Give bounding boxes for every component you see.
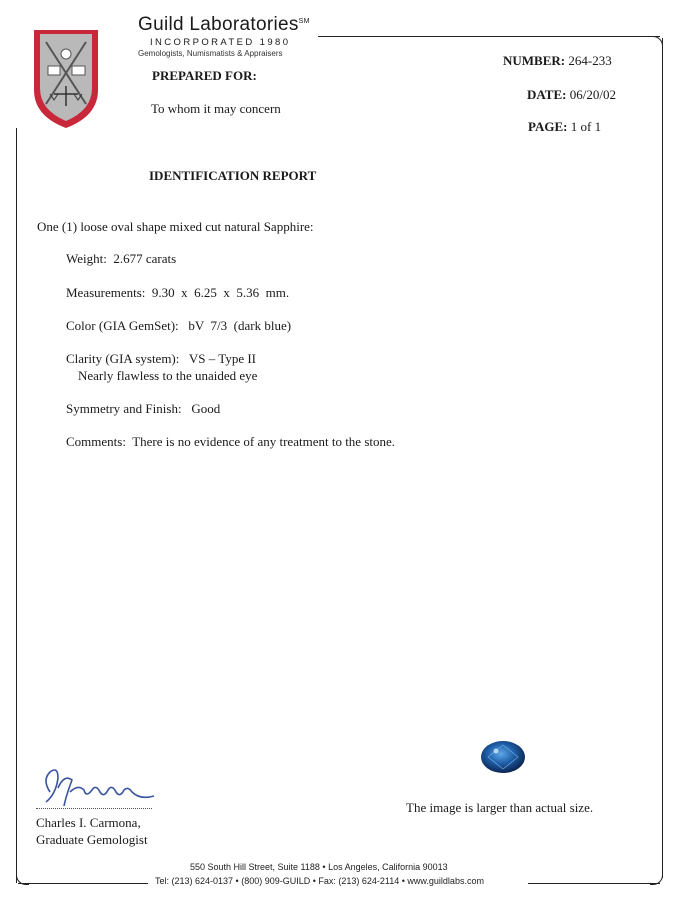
- signatory-title: Graduate Gemologist: [36, 832, 148, 847]
- color-row: Color (GIA GemSet): bV 7/3 (dark blue): [66, 318, 292, 333]
- signature: [36, 762, 186, 812]
- frame-right-line: [662, 38, 663, 878]
- signatory-name: Charles I. Carmona,: [36, 815, 141, 830]
- report-date: DATE: 06/20/02: [527, 87, 616, 102]
- company-name: Guild Laboratories℠: [138, 14, 310, 35]
- footer-contact: Tel: (213) 624-0137 • (800) 909-GUILD • Fax: (213) 624-2114 • www.guildlabs.com: [155, 876, 484, 886]
- frame-bottom-right-corner: [650, 872, 663, 885]
- clarity-note: Nearly flawless to the unaided eye: [78, 368, 258, 383]
- symmetry-row: Symmetry and Finish: Good: [66, 401, 221, 416]
- weight-row: Weight: 2.677 carats: [66, 251, 177, 266]
- company-tagline: Gemologists, Numismatists & Appraisers: [138, 49, 283, 58]
- frame-left-line: [16, 128, 17, 883]
- frame-bottom-left-line: [18, 883, 148, 884]
- report-number: NUMBER: 264-233: [503, 53, 612, 68]
- image-caption: The image is larger than actual size.: [406, 800, 594, 815]
- incorporated-line: INCORPORATED 1980: [150, 37, 291, 48]
- comments-row: Comments: There is no evidence of any treatment to the stone.: [66, 434, 396, 449]
- signature-line: [36, 808, 152, 809]
- measurements-row: Measurements: 9.30 x 6.25 x 5.36 mm.: [66, 285, 290, 300]
- shield-logo: [30, 24, 102, 132]
- prepared-for-label: PREPARED FOR:: [152, 68, 257, 83]
- prepared-for-value: To whom it may concern: [151, 101, 281, 116]
- service-mark: SM: [298, 18, 310, 25]
- sapphire-image: [478, 737, 528, 777]
- frame-top-line: [318, 36, 660, 37]
- clarity-row: Clarity (GIA system): VS – Type II: [66, 351, 257, 366]
- report-title: IDENTIFICATION REPORT: [149, 168, 317, 183]
- item-description: One (1) loose oval shape mixed cut natural Sapphire:: [37, 219, 314, 234]
- frame-bottom-right-line: [528, 883, 660, 884]
- footer-address: 550 South Hill Street, Suite 1188 • Los Angeles, California 90013: [190, 862, 448, 872]
- report-page: PAGE: 1 of 1: [528, 119, 602, 134]
